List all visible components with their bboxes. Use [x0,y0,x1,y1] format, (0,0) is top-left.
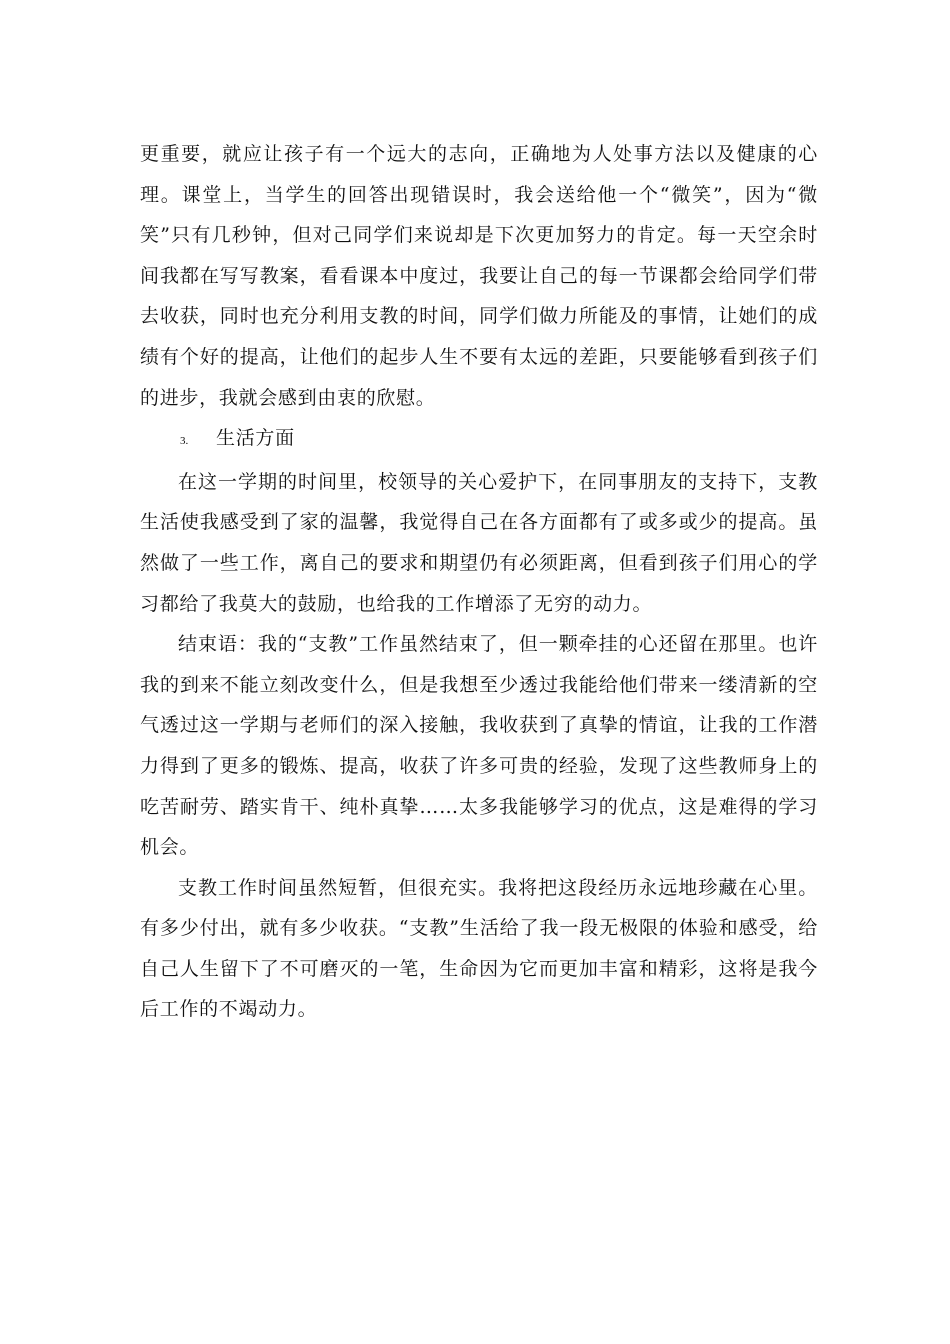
section-title: 生活方面 [216,427,295,450]
section-number: 3. [180,435,189,448]
paragraph-life: 在这一学期的时间里，校领导的关心爱护下，在同事朋友的支持下，支教生活使我感受到了家的温馨，我觉得自己在各方面都有了或多或少的提高。虽然做了一些工作，离自己的要求和期望仍有必须距离，但看到孩子们用心的学习都给了我莫大的鼓励，也给我的工作增添了无穷的动力。 [140,470,818,615]
document-body [140,134,818,1030]
paragraph-continued: 更重要，就应让孩子有一个远大的志向，正确地为人处事方法以及健康的心理。课堂上，当学生的回答出现错误时，我会送给他一个“微笑”，因为“微笑”只有几秒钟，但对己同学们来说却是下次更加努力的肯定。每一天空余时间我都在写写教案，看看课本中度过，我要让自己的每一节课都会给同学们带去收获，同时也充分利用支教的时间，同学们做力所能及的事情，让她们的成绩有个好的提高，让他们的起步人生不要有太远的差距，只要能够看到孩子们的进步，我就会感到由衷的欣慰。 [140,143,818,409]
paragraph-conclusion: 结束语：我的“支教”工作虽然结束了，但一颗牵挂的心还留在那里。也许我的到来不能立刻改变什么，但是我想至少透过我能给他们带来一缕清新的空气透过这一学期与老师们的深入接触，我收获到了真挚的情谊，让我的工作潜力得到了更多的锻炼、提高，收获了许多可贵的经验，发现了这些教师身上的吃苦耐劳、踏实肯干、纯朴真挚……太多我能够学习的优点，这是难得的学习机会。 [140,633,818,859]
section-heading [140,418,818,462]
paragraph-closing: 支教工作时间虽然短暂，但很充实。我将把这段经历永远地珍藏在心里。有多少付出，就有多少收获。“支教”生活给了我一段无极限的体验和感受，给自己人生留下了不可磨灭的一笔，生命因为它而更加丰富和精彩，这将是我今后工作的不竭动力。 [140,876,818,1021]
